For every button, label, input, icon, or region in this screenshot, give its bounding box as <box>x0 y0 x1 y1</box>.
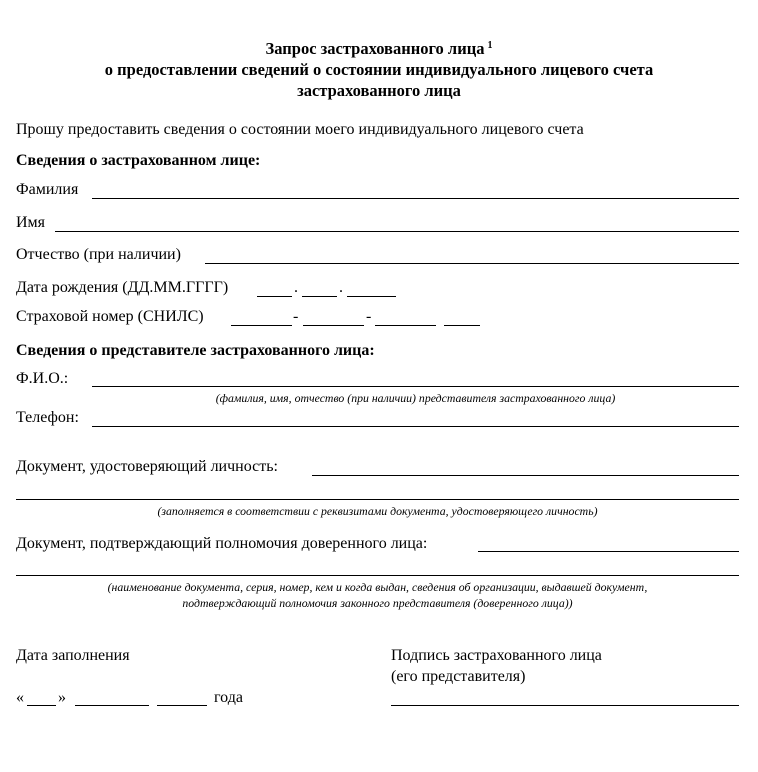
intro-text: Прошу предоставить сведения о состоянии моего индивидуального лицевого счета <box>16 121 584 138</box>
name-field[interactable] <box>55 231 739 232</box>
phone-label: Телефон: <box>16 409 79 426</box>
surname-label: Фамилия <box>16 181 79 198</box>
snils-control-field[interactable] <box>444 325 480 326</box>
snils-part-3-field[interactable] <box>375 325 436 326</box>
id-document-label: Документ, удостоверяющий личность: <box>16 458 278 475</box>
authority-document-field-continued[interactable] <box>16 575 739 576</box>
snils-part-2-field[interactable] <box>303 325 364 326</box>
form-title-text: Запрос застрахованного лица <box>265 39 485 58</box>
birthdate-day-field[interactable] <box>257 296 292 297</box>
patronymic-label: Отчество (при наличии) <box>16 246 181 263</box>
name-label: Имя <box>16 214 46 231</box>
signature-label: Подпись застрахованного лица <box>391 647 602 664</box>
birthdate-separator: . <box>339 279 343 296</box>
snils-label: Страховой номер (СНИЛС) <box>16 308 204 325</box>
snils-separator: - <box>293 308 299 325</box>
signature-sublabel: (его представителя) <box>391 668 526 685</box>
fio-note: (фамилия, имя, отчество (при наличии) представителя застрахованного лица) <box>215 391 616 405</box>
fill-date-label: Дата заполнения <box>16 647 130 664</box>
birthdate-separator: . <box>294 279 298 296</box>
birthdate-year-field[interactable] <box>347 296 396 297</box>
form-title-line-3: застрахованного лица <box>297 81 461 100</box>
snils-part-1-field[interactable] <box>231 325 292 326</box>
year-word: года <box>214 689 243 706</box>
fill-date-year-field[interactable] <box>157 705 207 706</box>
fio-label: Ф.И.О.: <box>16 370 69 387</box>
authority-document-field[interactable] <box>478 551 739 552</box>
form-title-line-2: о предоставлении сведений о состоянии индивидуального лицевого счета <box>104 60 654 79</box>
authority-document-note-line-1: (наименование документа, серия, номер, кем и когда выдан, сведения об организации, выдавшей документ, <box>107 580 648 594</box>
birthdate-label: Дата рождения (ДД.ММ.ГГГГ) <box>16 279 229 296</box>
authority-document-note-line-2: подтверждающий полномочия законного представителя (доверенного лица)) <box>182 596 573 610</box>
id-document-field-continued[interactable] <box>16 499 739 500</box>
quote-close: » <box>58 689 66 706</box>
form-title-line-1 <box>0 36 758 59</box>
surname-field[interactable] <box>92 198 739 199</box>
footnote-marker: 1 <box>487 40 493 51</box>
representative-heading: Сведения о представителе застрахованного лица: <box>16 342 375 359</box>
authority-document-label: Документ, подтверждающий полномочия доверенного лица: <box>16 535 428 552</box>
birthdate-month-field[interactable] <box>302 296 337 297</box>
snils-separator: - <box>366 308 372 325</box>
signature-field[interactable] <box>391 705 739 706</box>
id-document-note: (заполняется в соответствии с реквизитами документа, удостоверяющего личность) <box>157 504 598 518</box>
id-document-field[interactable] <box>312 475 739 476</box>
patronymic-field[interactable] <box>205 263 739 264</box>
fio-field[interactable] <box>92 386 739 387</box>
fill-date-month-field[interactable] <box>75 705 149 706</box>
fill-date-day-field[interactable] <box>27 705 56 706</box>
phone-field[interactable] <box>92 426 739 427</box>
quote-open: « <box>16 689 24 706</box>
insured-heading: Сведения о застрахованном лице: <box>16 152 261 169</box>
